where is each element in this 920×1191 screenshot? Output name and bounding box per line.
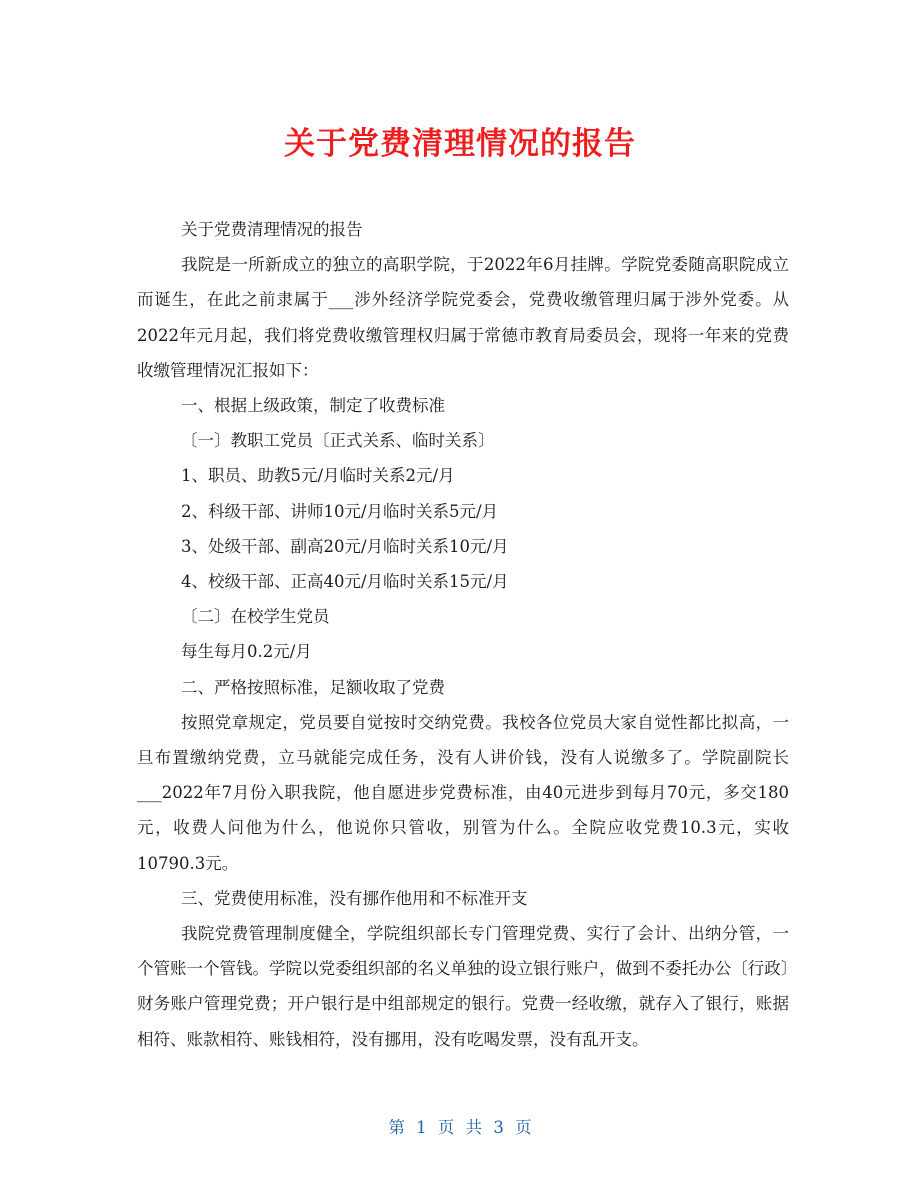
section-heading-3: 三、党费使用标准，没有挪作他用和不标准开支 <box>181 888 528 908</box>
fee-item-2: 2、科级干部、讲师10元/月临时关系5元/月 <box>181 501 499 521</box>
student-fee: 每生每月0.2元/月 <box>181 642 312 662</box>
paragraph-subtitle: 关于党费清理情况的报告 <box>181 220 363 239</box>
fee-item-3: 3、处级干部、副高20元/月临时关系10元/月 <box>181 536 509 556</box>
page-number-footer: 第 1 页 共 3 页 <box>388 1118 532 1137</box>
document-body <box>137 212 789 1057</box>
subsection-heading-students: 〔二〕在校学生党员 <box>181 607 330 627</box>
subsection-heading-staff: 〔一〕教职工党员〔正式关系、临时关系〕 <box>181 431 495 451</box>
document-title: 关于党费清理情况的报告 <box>284 126 636 162</box>
paragraph-intro: 我院是一所新成立的独立的高职学院，于2022年6月挂牌。学院党委随高职院成立而诞生，在此之前隶属于___涉外经济学院党委会，党费收缴管理归属于涉外党委。从2022年元月起，我们将党费收缴管理权归属于常德市教育局委员会，现将一年来的党费收缴管理情况汇报如下： <box>137 255 789 380</box>
paragraph-collection: 按照党章规定，党员要自觉按时交纳党费。我校各位党员大家自觉性都比拟高，一旦布置缴纳党费，立马就能完成任务，没有人讲价钱，没有人说缴多了。学院副院长___2022年7月份入职我院，他自愿进步党费标准，由40元进步到每月70元，多交180元，收费人问他为什么，他说你只管收，别管为什么。全院应收党费10.3元，实收10790.3元。 <box>137 712 789 873</box>
section-heading-2: 二、严格按照标准，足额收取了党费 <box>181 677 445 697</box>
paragraph-management: 我院党费管理制度健全，学院组织部长专门管理党费、实行了会计、出纳分管，一个管账一个管钱。学院以党委组织部的名义单独的设立银行账户，做到不委托办公〔行政〕财务账户管理党费；开户银行是中组部规定的银行。党费一经收缴，就存入了银行，账据相符、账款相符、账钱相符，没有挪用，没有吃喝发票，没有乱开支。 <box>137 924 789 1049</box>
fee-item-4: 4、校级干部、正高40元/月临时关系15元/月 <box>181 572 509 592</box>
section-heading-1: 一、根据上级政策，制定了收费标准 <box>181 396 445 416</box>
fee-item-1: 1、职员、助教5元/月临时关系2元/月 <box>181 466 455 486</box>
